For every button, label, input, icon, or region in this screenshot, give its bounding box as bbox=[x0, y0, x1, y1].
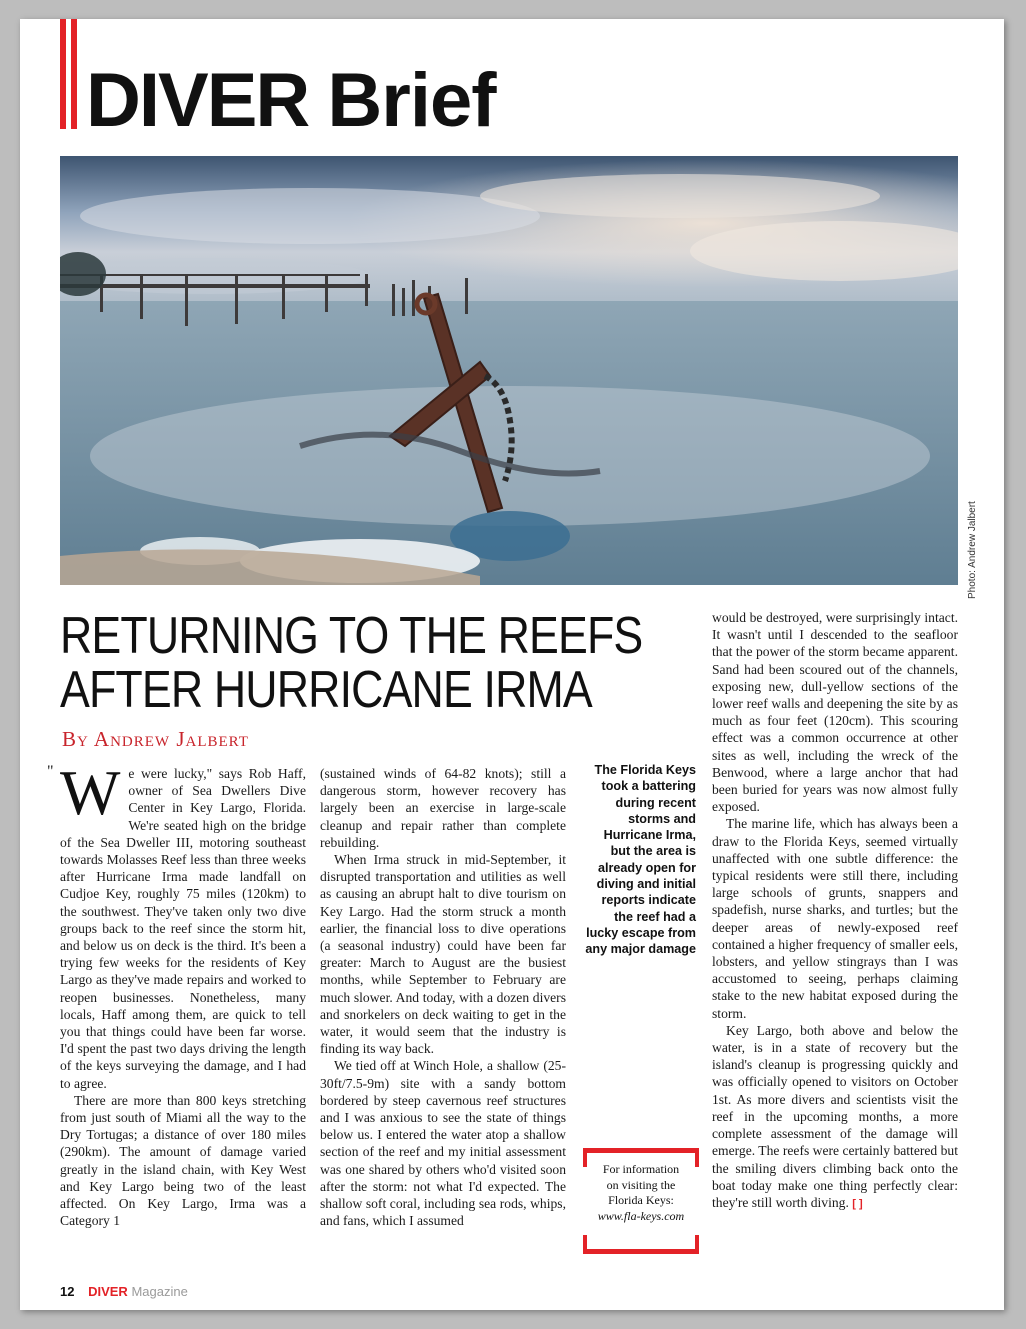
info-line: Florida Keys: bbox=[608, 1193, 674, 1207]
paragraph: The marine life, which has always been a draw to the Florida Keys, seemed virtually unaffected with one subtle difference: the typical residents were still there, including large schools of grunts, snappers and spadefish, nurse sharks, and turtles; but the deeper areas of newly-exposed reef contained a higher frequency of smaller eels, lobsters, and yellow stingrays than I was accustomed to seeing, perhaps claiming stake to the new habitat exposed during the storm. bbox=[712, 816, 958, 1021]
section-masthead bbox=[86, 58, 496, 143]
paragraph: (sustained winds of 64-82 knots); still a dangerous storm, however recovery has largely been an exercise in large-scale cleanup and repair rather than complete rebuilding. bbox=[320, 766, 566, 850]
headline-line: RETURNING TO THE REEFS bbox=[60, 607, 643, 665]
info-box bbox=[583, 1148, 699, 1254]
paragraph: We tied off at Winch Hole, a shallow (25-30ft/7.5-9m) site with a sandy bottom bordered by steep cavernous reef structures and I was anxious to see the state of things below us. I entered the water atop a shallow section of the reef and my initial assessment was one shared by others who'd visited soon after the storm: not what I'd expected. The shallow soft coral, including sea rods, whips, and fans, which I assumed bbox=[320, 1058, 566, 1229]
drop-cap: W bbox=[60, 765, 121, 828]
paragraph: would be destroyed, were surprisingly intact. It wasn't until I descended to the seafloor that the power of the storm became apparent. Sand had been scoured out of the channels, exposing new, dull-yellow sections of the lower reef walls and deepening the site by as much as four feet (120cm). This scouring effect was a common occurrence at other sites as well, including the wreck of the Benwood, where a large anchor that had been buried for years was now almost fully exposed. bbox=[712, 610, 958, 815]
paragraph: When Irma struck in mid-September, it disrupted transportation and utilities as well as causing an abrupt halt to dive tourism on Key Largo. Had the storm struck a month earlier, the financial loss to dive operations (a seasonal industry) could have been far greater: March to August are the busiest months, while September to February are much slower. And today, with a dozen divers and snorkelers on deck waiting to get in the water, it would seem that the industry is finding its way back. bbox=[320, 852, 566, 1057]
masthead-diver: DIVER bbox=[86, 58, 309, 143]
info-box-bracket bbox=[695, 1153, 699, 1167]
masthead-red-bar bbox=[71, 19, 77, 129]
article-column-2 bbox=[320, 765, 566, 1263]
footer-magazine: Magazine bbox=[131, 1284, 188, 1299]
page-footer bbox=[60, 1284, 188, 1299]
headline-line: AFTER HURRICANE IRMA bbox=[60, 661, 592, 719]
article-column-3 bbox=[712, 609, 958, 1263]
photo-credit: Photo: Andrew Jalbert bbox=[967, 501, 978, 599]
info-line: For information bbox=[602, 1162, 680, 1176]
page-number: 12 bbox=[60, 1284, 75, 1299]
footer-brand: DIVER bbox=[88, 1284, 128, 1299]
pull-quote: The Florida Keys took a battering during recent storms and Hurricane Irma, but the area is already open for diving and initial reports indicate the reef had a lucky escape from any major damage bbox=[585, 763, 696, 957]
anchor-pier-photo bbox=[60, 156, 958, 585]
info-line: on visiting the bbox=[606, 1177, 676, 1192]
paragraph: There are more than 800 keys stretching from just south of Miami all the way to the Dry Tortugas; a distance of over 180 miles (290km). The amount of damage varied greatly in the island chain, with Key West and Key Largo being two of the least affected. On Key Largo, Irma was a Category 1 bbox=[60, 1092, 306, 1229]
open-quote-mark: " bbox=[47, 763, 54, 780]
hero-photo bbox=[60, 156, 958, 585]
article-headline bbox=[60, 607, 643, 719]
byline: By Andrew Jalbert bbox=[62, 727, 249, 751]
paragraph bbox=[712, 1022, 958, 1213]
paragraph-text: Key Largo, both above and below the water, is in a state of recovery but the island's cleanup is progressing quickly and was officially opened to visitors on October 1st. As more divers and scientists visit the reef in the upcoming months, a more complete assessment of the damage will emerge. The reefs were certainly battered but the smiling divers climbing back onto the boat today make one thing perfectly clear: they're still worth diving. bbox=[712, 1022, 958, 1210]
magazine-page bbox=[20, 19, 1004, 1310]
info-box-bracket bbox=[695, 1235, 699, 1249]
paragraph bbox=[60, 765, 306, 1092]
end-mark: [ ] bbox=[852, 1197, 863, 1210]
info-box-text bbox=[589, 1162, 693, 1224]
paragraph-text: e were lucky," says Rob Haff, owner of Sea Dwellers Dive Center in Key Largo, Florida. We're seated high on the bridge of the Sea Dweller III, motoring southeast towards Molasses Reef less than three weeks after Hurricane Irma made landfall on Cudjoe Key, roughly 75 miles (120km) to the southwest. They've taken only two dive groups back to the reef since the storm hit, and below us on deck is the third. It's been a trying few weeks for the residents of Key Largo as they've made repairs and worked to reopen businesses. Nonetheless, many locals, Haff among them, are quick to tell you that things could have been far worse. I'd spent the past two days driving the length of the keys surveying the damage, and I had to agree. bbox=[60, 766, 306, 1091]
article-column-1 bbox=[60, 765, 306, 1263]
info-box-bracket bbox=[583, 1235, 587, 1249]
masthead-red-bar bbox=[60, 19, 66, 129]
info-url-link[interactable]: www.fla-keys.com bbox=[597, 1208, 685, 1223]
info-box-bracket bbox=[583, 1153, 587, 1167]
masthead-brief: Brief bbox=[327, 58, 496, 143]
